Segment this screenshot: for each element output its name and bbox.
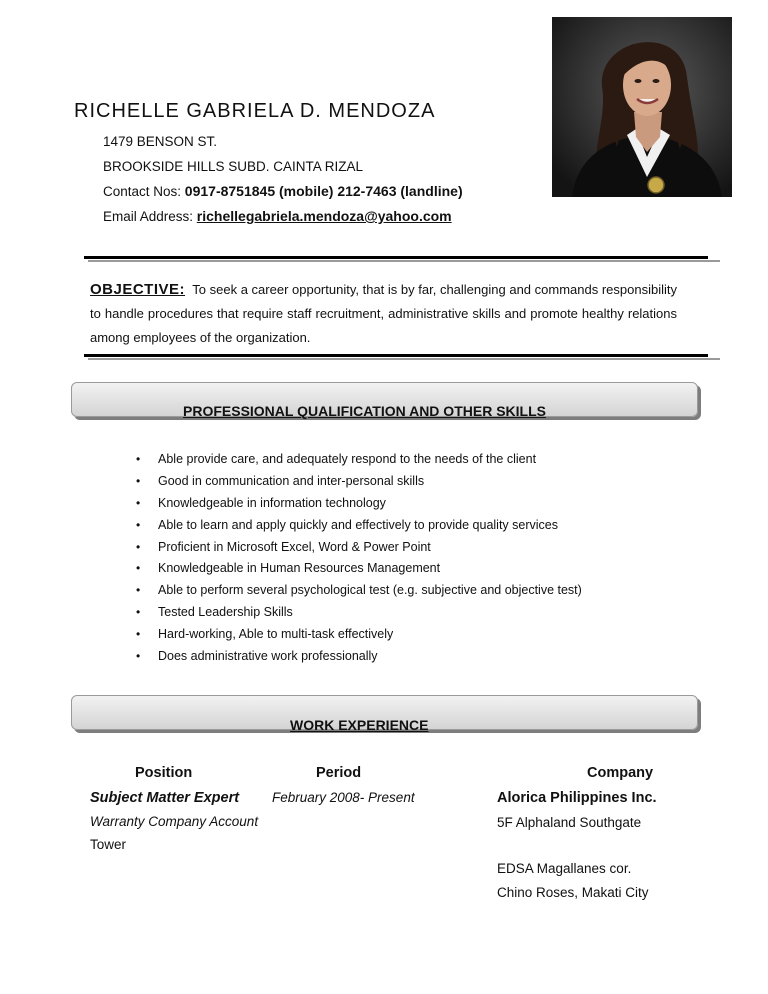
- bullet: •: [136, 473, 141, 488]
- company-address-4: Chino Roses, Makati City: [497, 885, 649, 900]
- applicant-name: RICHELLE GABRIELA D. MENDOZA: [74, 100, 436, 122]
- address-line-1: 1479 BENSON ST.: [103, 134, 218, 149]
- position-title: Subject Matter Expert: [90, 790, 240, 806]
- company-name: Alorica Philippines Inc.: [497, 790, 657, 806]
- list-item: • Hard-working, Able to multi-task effectively: [130, 624, 582, 646]
- contact-line: [103, 183, 463, 199]
- profile-photo: [552, 17, 732, 197]
- email-link[interactable]: richellegabriela.mendoza@yahoo.com: [196, 208, 452, 224]
- contact-numbers: 0917-8751845 (mobile) 212-7463 (landline): [184, 183, 463, 199]
- bullet: •: [136, 583, 141, 598]
- list-item: • Does administrative work professionally: [130, 646, 582, 668]
- graduation-portrait-image: [552, 17, 732, 197]
- bullet: •: [136, 649, 141, 664]
- list-item: • Knowledgeable in information technology: [130, 493, 582, 515]
- company-address-3: EDSA Magallanes cor.: [497, 861, 632, 876]
- skills-section-title: PROFESSIONAL QUALIFICATION AND OTHER SKILLS: [183, 403, 546, 419]
- list-item: • Able to learn and apply quickly and effectively to provide quality services: [130, 515, 582, 537]
- period-value: February 2008- Present: [272, 790, 415, 805]
- header-divider-shadow: [88, 260, 720, 262]
- objective-label: OBJECTIVE:: [90, 281, 186, 298]
- bullet: •: [136, 452, 141, 466]
- email-label: Email Address:: [103, 209, 197, 224]
- bullet: •: [136, 517, 141, 532]
- contact-label: Contact Nos:: [103, 184, 185, 199]
- list-item: • Able provide care, and adequately respond to the needs of the client: [130, 449, 582, 471]
- period-header: Period: [316, 765, 362, 781]
- account-name: Warranty Company Account: [90, 814, 259, 829]
- bullet: •: [136, 539, 141, 554]
- objective-text: To seek a career opportunity, that is by far, challenging and commands responsibility to handle procedures that require staff recruitment, administrative skills and promote healthy relations among employees of the organization.: [90, 282, 677, 345]
- list-item: • Tested Leadership Skills: [130, 602, 582, 624]
- work-section-title: WORK EXPERIENCE: [290, 717, 429, 733]
- company-address-1: 5F Alphaland Southgate: [497, 815, 642, 830]
- bullet: •: [136, 605, 141, 620]
- objective-divider: [84, 354, 708, 357]
- list-item: • Knowledgeable in Human Resources Management: [130, 558, 582, 580]
- skills-list: [130, 449, 582, 668]
- address-line-2: BROOKSIDE HILLS SUBD. CAINTA RIZAL: [103, 159, 364, 174]
- bullet: •: [136, 495, 141, 510]
- position-header: Position: [135, 765, 193, 781]
- objective-paragraph: [90, 278, 677, 350]
- bullet: •: [136, 561, 141, 576]
- list-item: • Proficient in Microsoft Excel, Word & Power Point: [130, 537, 582, 559]
- list-item: • Able to perform several psychological test (e.g. subjective and objective test): [130, 580, 582, 602]
- email-line: [103, 208, 452, 224]
- objective-divider-shadow: [88, 358, 720, 360]
- header-divider: [84, 256, 708, 259]
- company-address-2: Tower: [90, 837, 127, 852]
- bullet: •: [136, 627, 141, 642]
- company-header: Company: [587, 765, 654, 781]
- list-item: • Good in communication and inter-personal skills: [130, 471, 582, 493]
